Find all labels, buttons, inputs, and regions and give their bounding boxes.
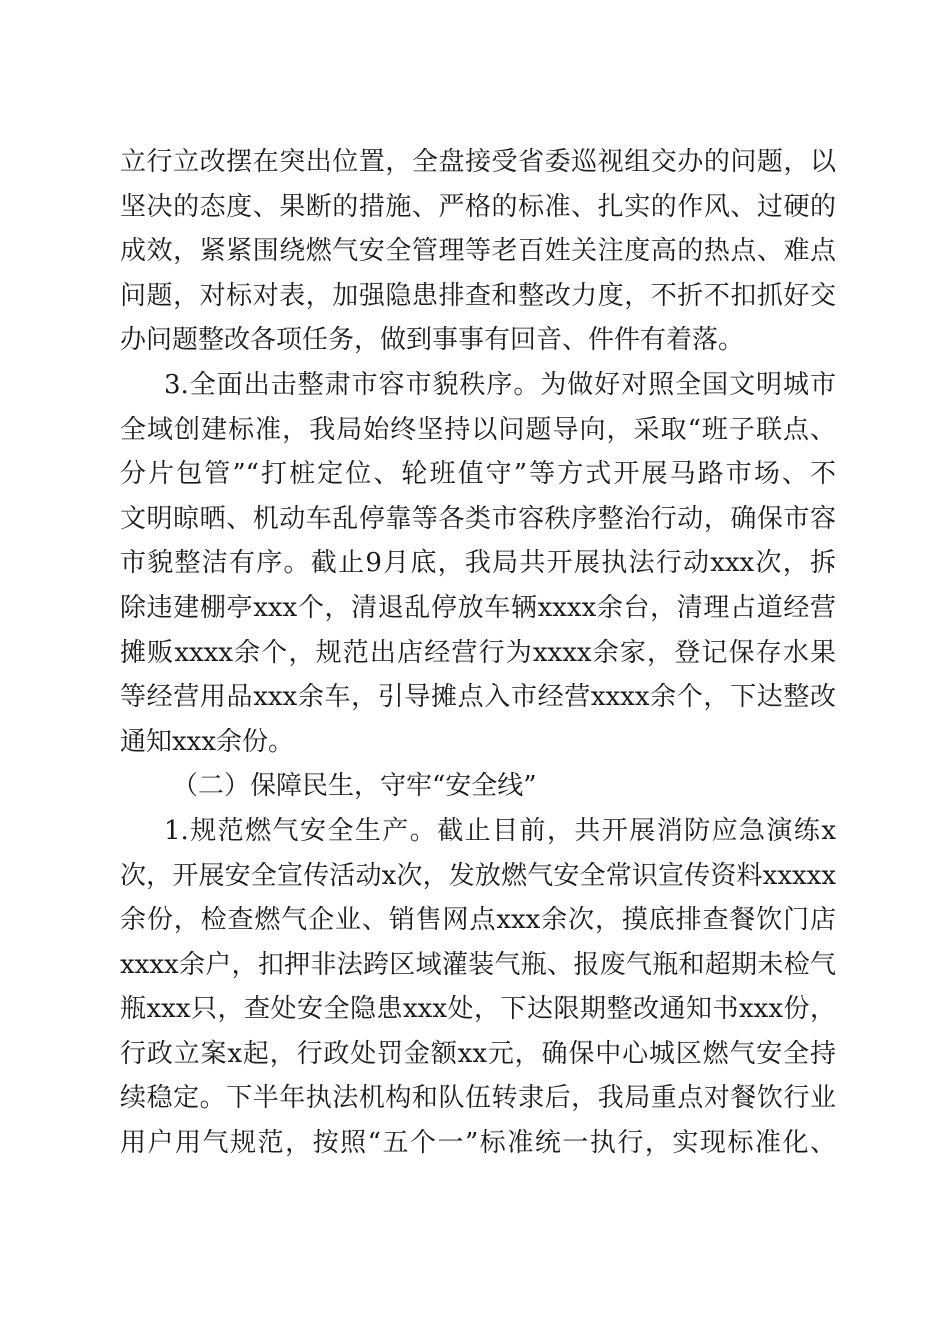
body-line: 全域创建标准，我局始终坚持以问题导向，采取“班子联点、 (120, 414, 836, 445)
item-3-heading-line: 3.全面出击整肃市容市貌秩序。为做好对照全国文明城市 (164, 369, 836, 400)
body-line: 摊贩xxxx余个，规范出店经营行为xxxx余家，登记保存水果 (120, 637, 836, 668)
item-1-heading-line: 1.规范燃气安全生产。截止目前，共开展消防应急演练x (164, 815, 836, 846)
body-line: 等经营用品xxx余车，引导摊点入市经营xxxx余个，下达整改 (120, 682, 836, 713)
body-line: 文明晾晒、机动车乱停靠等各类市容秩序整治行动，确保市容 (120, 503, 836, 534)
body-line: 瓶xxx只，查处安全隐患xxx处，下达限期整改通知书xxx份， (120, 994, 836, 1025)
body-line: xxxx余户，扣押非法跨区域灌装气瓶、报废气瓶和超期未检气 (120, 949, 836, 980)
body-line: 续稳定。下半年执法机构和队伍转隶后，我局重点对餐饮行业 (120, 1083, 836, 1114)
body-line: 分片包管”“打桩定位、轮班值守”等方式开展马路市场、不 (120, 459, 836, 490)
body-line: 市貌整洁有序。截止9月底，我局共开展执法行动xxx次，拆 (120, 548, 836, 579)
body-line: 立行立改摆在突出位置，全盘接受省委巡视组交办的问题，以 (120, 147, 836, 177)
body-line: 余份，检查燃气企业、销售网点xxx余次，摸底排查餐饮门店 (120, 905, 836, 936)
body-line: 问题，对标对表，加强隐患排查和整改力度，不折不扣抓好交 (120, 280, 836, 311)
body-line: 通知xxx余份。 (120, 726, 294, 757)
body-line: 办问题整改各项任务，做到事事有回音、件件有着落。 (120, 325, 745, 356)
document-body (120, 140, 836, 1166)
body-line: 坚决的态度、果断的措施、严格的标准、扎实的作风、过硬的 (120, 191, 836, 222)
body-line: 成效，紧紧围绕燃气安全管理等老百姓关注度高的热点、难点 (120, 236, 836, 267)
body-line: 除违建棚亭xxx个，清退乱停放车辆xxxx余台，清理占道经营 (120, 592, 836, 623)
body-line: 行政立案x起，行政处罚金额xx元，确保中心城区燃气安全持 (120, 1038, 836, 1069)
section-heading: （二）保障民生，守牢“安全线” (172, 771, 537, 802)
body-line: 用户用气规范，按照“五个一”标准统一执行，实现标准化、 (120, 1128, 836, 1159)
body-line: 次，开展安全宣传活动x次，发放燃气安全常识宣传资料xxxxx (120, 860, 836, 891)
